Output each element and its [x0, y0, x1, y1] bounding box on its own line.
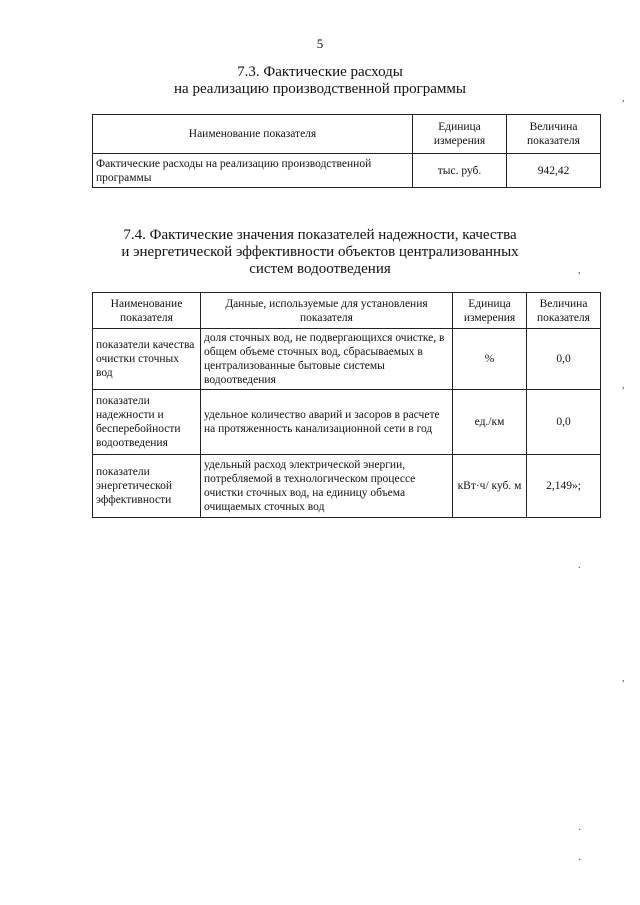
- section-7-3-title-line-1: 7.3. Фактические расходы: [237, 64, 403, 80]
- cell-name: показатели надежности и бесперебойности водоотведения: [93, 390, 201, 455]
- table-header-row: [93, 293, 601, 329]
- table-header-row: [93, 115, 601, 154]
- cell-name: показатели энергетической эффективности: [93, 455, 201, 518]
- actual-expenses-table: [92, 114, 601, 188]
- header-unit: Единица измерения: [413, 115, 507, 154]
- table-row: [93, 455, 601, 518]
- table-row: [93, 329, 601, 390]
- section-7-4-title-line-3: систем водоотведения: [249, 261, 391, 277]
- scan-speck: ·: [578, 855, 582, 866]
- cell-value: 0,0: [527, 390, 601, 455]
- table-row: [93, 390, 601, 455]
- scan-speck: ,: [622, 93, 625, 104]
- cell-value: 0,0: [527, 329, 601, 390]
- scan-speck: ,: [622, 380, 625, 391]
- header-unit: Единица измерения: [453, 293, 527, 329]
- cell-name: Фактические расходы на реализацию производственной программы: [93, 154, 413, 188]
- cell-name: показатели качества очистки сточных вод: [93, 329, 201, 390]
- header-value: Величина показателя: [507, 115, 601, 154]
- reliability-indicators-table: [92, 292, 601, 518]
- cell-data: удельное количество аварий и засоров в расчете на протяженность канализационной сети в год: [201, 390, 453, 455]
- cell-unit: тыс. руб.: [413, 154, 507, 188]
- section-7-4-heading: [0, 227, 640, 278]
- section-7-3-title-line-2: на реализацию производственной программы: [174, 81, 466, 97]
- table-row: [93, 154, 601, 188]
- header-data-used: Данные, используемые для установления показателя: [201, 293, 453, 329]
- cell-unit: кВт·ч/ куб. м: [453, 455, 527, 518]
- header-value: Величина показателя: [527, 293, 601, 329]
- header-indicator-name: Наименование показателя: [93, 293, 201, 329]
- section-7-3-heading: [0, 64, 640, 98]
- scan-speck: ,: [578, 265, 581, 276]
- cell-unit: ед./км: [453, 390, 527, 455]
- cell-value: 2,149»;: [527, 455, 601, 518]
- page-number: 5: [316, 36, 324, 51]
- cell-unit: %: [453, 329, 527, 390]
- scan-speck: .: [578, 560, 581, 571]
- header-indicator-name: Наименование показателя: [93, 115, 413, 154]
- cell-data: доля сточных вод, не подвергающихся очистке, в общем объеме сточных вод, сбрасываемых в централизованные бытовые системы водоотведения: [201, 329, 453, 390]
- section-7-4-title-line-2: и энергетической эффективности объектов централизованных: [121, 244, 519, 260]
- cell-data: удельный расход электрической энергии, потребляемой в технологическом процессе очистки сточных вод, на единицу объема очищаемых сточных вод: [201, 455, 453, 518]
- scan-speck: ,: [622, 673, 625, 684]
- cell-value: 942,42: [507, 154, 601, 188]
- scan-speck: ·: [578, 825, 582, 836]
- section-7-4-title-line-1: 7.4. Фактические значения показателей надежности, качества: [123, 227, 517, 243]
